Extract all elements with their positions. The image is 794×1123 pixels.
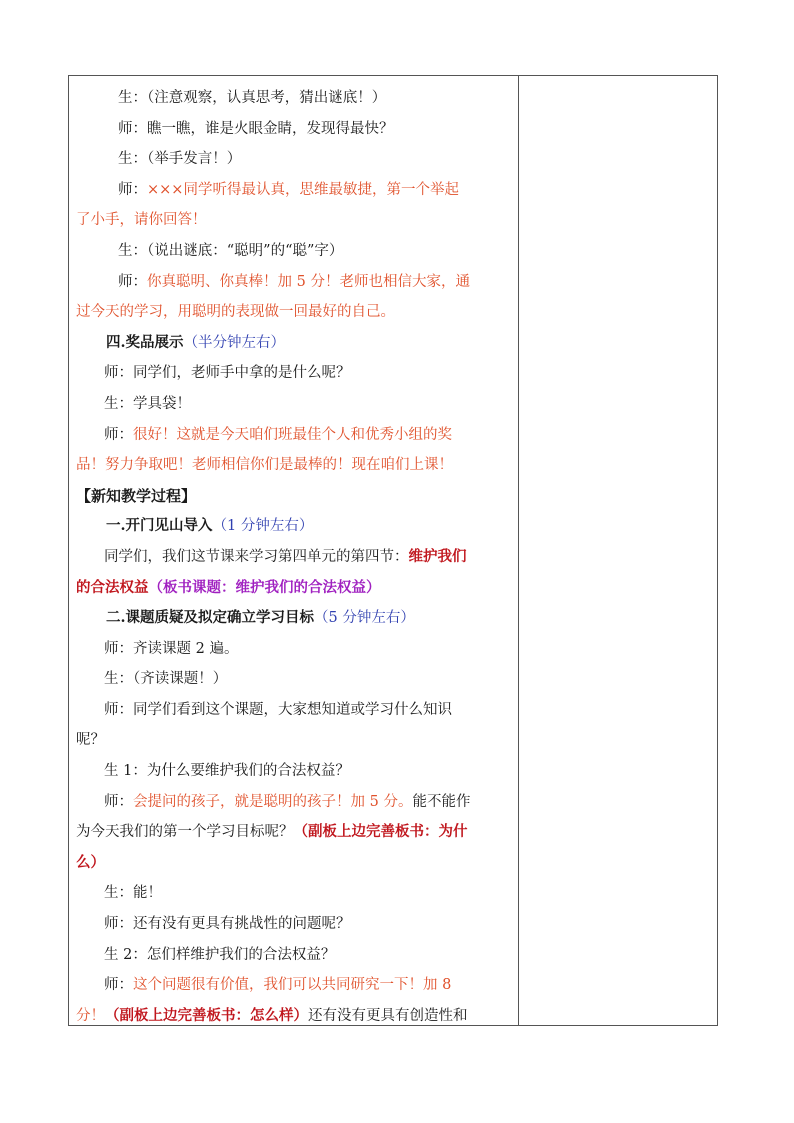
- text-line: 师：很好！这就是今天咱们班最佳个人和优秀小组的奖: [104, 426, 452, 443]
- table-column-divider: [518, 75, 519, 1026]
- text-line: 师：还有没有更具有挑战性的问题呢？: [104, 916, 351, 933]
- text-line: 呢？: [76, 732, 105, 749]
- text-line: 师：×××同学听得最认真，思维最敏捷，第一个举起: [118, 181, 459, 198]
- text-line: 生：（举手发言！）: [118, 151, 242, 168]
- text-line: 的合法权益（板书课题：维护我们的合法权益）: [76, 578, 381, 596]
- text-line: 过今天的学习，用聪明的表现做一回最好的自己。: [76, 304, 395, 321]
- text-line: 师：你真聪明、你真棒！加 5 分！老师也相信大家，通: [118, 273, 470, 290]
- text-line: 师：瞧一瞧，谁是火眼金睛，发现得最快？: [118, 120, 394, 137]
- section-title: 【新知教学过程】: [76, 486, 197, 505]
- text-line: 生：能！: [104, 885, 162, 902]
- section-heading: 二.课题质疑及拟定确立学习目标（5 分钟左右）: [106, 609, 415, 627]
- text-line: 师：会提问的孩子，就是聪明的孩子！加 5 分。能不能作: [104, 793, 471, 810]
- text-line: 师：同学们，老师手中拿的是什么呢？: [104, 365, 351, 382]
- text-line: 师：齐读课题 2 遍。: [104, 640, 239, 657]
- text-line: 师：这个问题很有价值，我们可以共同研究一下！加 8: [104, 977, 452, 994]
- text-line: 生 1：为什么要维护我们的合法权益？: [104, 763, 350, 780]
- text-line: 了小手，请你回答！: [76, 212, 207, 229]
- text-line: 师：同学们看到这个课题，大家想知道或学习什么知识: [104, 701, 452, 718]
- lesson-plan-text: [76, 83, 512, 1031]
- section-heading: 四.奖品展示（半分钟左右）: [106, 333, 286, 351]
- text-line: 生：学具袋！: [104, 395, 191, 412]
- text-line: 生 2：怎们样维护我们的合法权益？: [104, 946, 336, 963]
- text-line: 为今天我们的第一个学习目标呢？（副板上边完善板书：为什: [76, 823, 468, 841]
- text-line: 同学们，我们这节课来学习第四单元的第四节：维护我们: [104, 547, 467, 565]
- text-line: 品！努力争取吧！老师相信你们是最棒的！现在咱们上课！: [76, 457, 453, 474]
- text-line: 分！（副板上边完善板书：怎么样）还有没有更具有创造性和: [76, 1006, 468, 1024]
- text-line: 生：（齐读课题！）: [104, 671, 228, 688]
- section-heading: 一.开门见山导入（1 分钟左右）: [106, 517, 314, 535]
- text-line: 生：（说出谜底：“聪明”的“聪”字）: [118, 242, 344, 259]
- text-line: 么）: [76, 853, 105, 871]
- text-line: 生：（注意观察，认真思考，猜出谜底！）: [118, 90, 387, 106]
